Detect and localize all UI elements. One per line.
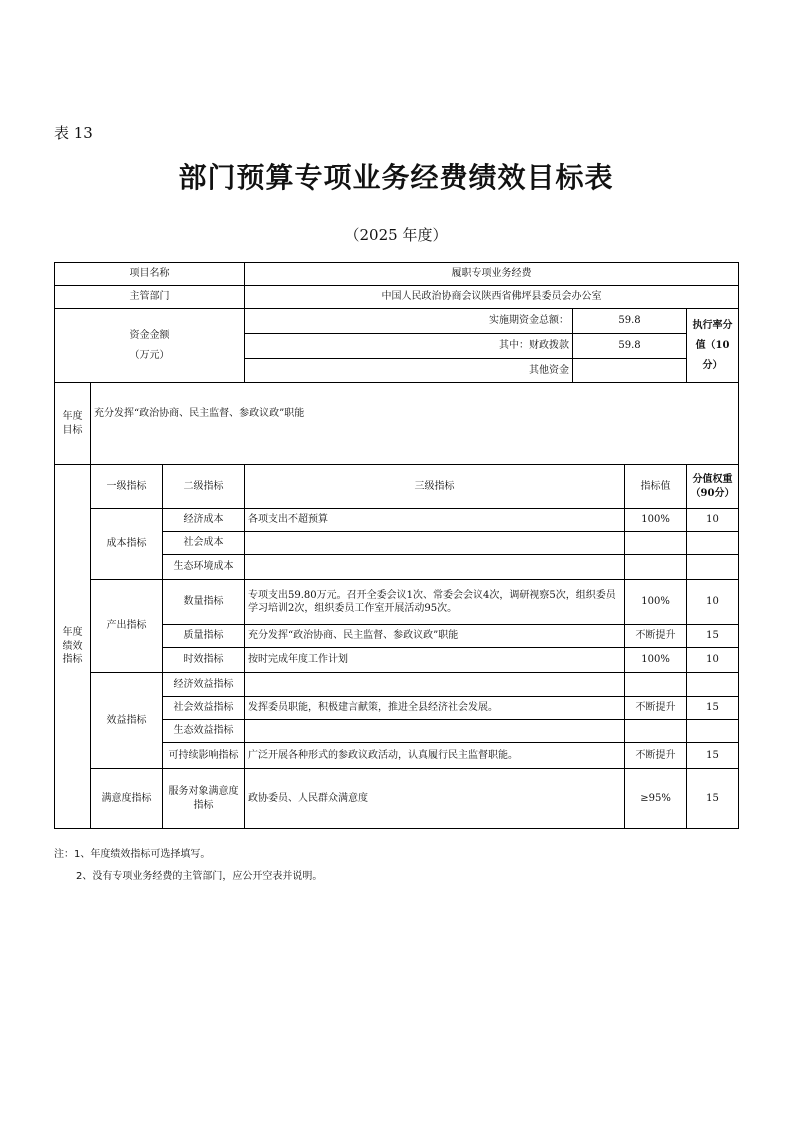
output-row-l2: 时效指标	[163, 648, 245, 673]
funds-label: 资金金额	[129, 330, 170, 341]
indicator-group-label: 年度绩效指标	[55, 465, 91, 829]
benefit-row-weight: 15	[687, 743, 739, 769]
header-level3: 三级指标	[245, 465, 625, 509]
benefit-row-value	[625, 720, 687, 743]
funds-other-label: 其他资金	[245, 359, 573, 383]
cost-row-l2: 社会成本	[163, 532, 245, 555]
output-row-l3: 按时完成年度工作计划	[245, 648, 625, 673]
benefit-row-weight	[687, 720, 739, 743]
table-number: 表 13	[54, 124, 93, 142]
funds-fiscal-label: 其中：财政拨款	[245, 334, 573, 359]
performance-table	[54, 262, 739, 829]
benefit-row-l3	[245, 673, 625, 697]
cost-row-weight	[687, 532, 739, 555]
benefit-row-value: 不断提升	[625, 697, 687, 720]
cost-row-value: 100%	[625, 509, 687, 532]
output-row-weight: 15	[687, 625, 739, 648]
output-indicator-label: 产出指标	[91, 580, 163, 673]
cost-row-l2: 生态环境成本	[163, 555, 245, 580]
satisfaction-row-l3: 政协委员、人民群众满意度	[245, 769, 625, 829]
header-level2: 二级指标	[163, 465, 245, 509]
benefit-row-l2: 可持续影响指标	[163, 743, 245, 769]
funds-total-value: 59.8	[573, 309, 687, 334]
output-row-value: 100%	[625, 580, 687, 625]
exec-rate-score: 执行率分值（10分）	[687, 309, 739, 383]
header-level1: 一级指标	[91, 465, 163, 509]
funds-other-value	[573, 359, 687, 383]
satisfaction-row-weight: 15	[687, 769, 739, 829]
satisfaction-indicator-label: 满意度指标	[91, 769, 163, 829]
cost-row-value	[625, 555, 687, 580]
year-label: （2025 年度）	[344, 226, 448, 244]
footnote-2: 2、没有专项业务经费的主管部门，应公开空表并说明。	[76, 871, 323, 882]
benefit-row-weight	[687, 673, 739, 697]
project-name-label: 项目名称	[55, 263, 245, 286]
benefit-row-value: 不断提升	[625, 743, 687, 769]
output-row-l3: 专项支出59.80万元。召开全委会议1次、常委会会议4次，调研视察5次，组织委员学习培训2次，组织委员工作室开展活动95次。	[245, 580, 625, 625]
department-value: 中国人民政治协商会议陕西省佛坪县委员会办公室	[245, 286, 739, 309]
satisfaction-row-value: ≥95%	[625, 769, 687, 829]
benefit-row-value	[625, 673, 687, 697]
output-row-value: 100%	[625, 648, 687, 673]
benefit-row-l2: 经济效益指标	[163, 673, 245, 697]
benefit-row-l2: 生态效益指标	[163, 720, 245, 743]
annual-goal-value: 充分发挥“政治协商、民主监督、参政议政”职能	[91, 383, 739, 465]
funds-fiscal-value: 59.8	[573, 334, 687, 359]
output-row-weight: 10	[687, 648, 739, 673]
output-row-value: 不断提升	[625, 625, 687, 648]
header-weight: 分值权重（90分）	[687, 465, 739, 509]
cost-row-weight: 10	[687, 509, 739, 532]
annual-goal-label: 年度目标	[55, 383, 91, 465]
cost-indicator-label: 成本指标	[91, 509, 163, 580]
department-label: 主管部门	[55, 286, 245, 309]
benefit-row-weight: 15	[687, 697, 739, 720]
satisfaction-row-l2: 服务对象满意度指标	[163, 769, 245, 829]
output-row-l3: 充分发挥“政治协商、民主监督、参政议政”职能	[245, 625, 625, 648]
benefit-row-l3	[245, 720, 625, 743]
benefit-row-l3: 发挥委员职能，积极建言献策，推进全县经济社会发展。	[245, 697, 625, 720]
output-row-weight: 10	[687, 580, 739, 625]
benefit-row-l2: 社会效益指标	[163, 697, 245, 720]
funds-unit: （万元）	[129, 349, 170, 361]
output-row-l2: 质量指标	[163, 625, 245, 648]
funds-label-cell	[55, 309, 245, 383]
footnotes	[54, 844, 322, 888]
project-name-value: 履职专项业务经费	[245, 263, 739, 286]
output-row-l2: 数量指标	[163, 580, 245, 625]
cost-row-weight	[687, 555, 739, 580]
benefit-row-l3: 广泛开展各种形式的参政议政活动，认真履行民主监督职能。	[245, 743, 625, 769]
cost-row-l2: 经济成本	[163, 509, 245, 532]
footnote-1: 注：1、年度绩效指标可选择填写。	[54, 849, 211, 860]
cost-row-value	[625, 532, 687, 555]
funds-total-label: 实施期资金总额：	[245, 309, 573, 334]
header-value: 指标值	[625, 465, 687, 509]
cost-row-l3: 各项支出不超预算	[245, 509, 625, 532]
page-title: 部门预算专项业务经费绩效目标表	[178, 161, 614, 194]
cost-row-l3	[245, 555, 625, 580]
benefit-indicator-label: 效益指标	[91, 673, 163, 769]
cost-row-l3	[245, 532, 625, 555]
